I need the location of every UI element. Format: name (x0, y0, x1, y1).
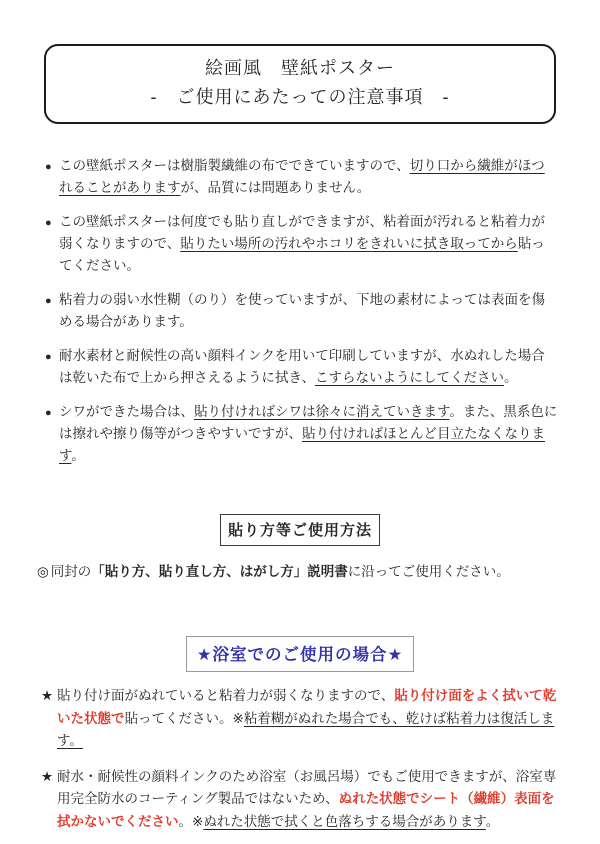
bullet-icon: ● (45, 295, 52, 307)
bullet-icon: ● (45, 351, 52, 363)
star-icon: ★ (41, 688, 54, 703)
bullet-icon: ● (45, 161, 52, 173)
note-text (59, 289, 558, 333)
note-text (59, 401, 558, 467)
star-icon: ★ (41, 768, 54, 784)
text-segment: 耐水・耐候性の顔料インクのため浴室（お風呂場）でもご使用できますが、浴室専用完全防水のコーティング製品ではないため、 (57, 768, 557, 806)
page-title: 絵画風 壁紙ポスター (205, 58, 395, 78)
title-box (44, 44, 556, 124)
note-text (59, 155, 558, 199)
text-segment: 貼り付け面がぬれていると粘着力が弱くなりますので、 (57, 688, 395, 703)
text-segment: ぬれた状態でシート（繊維）表面を拭かないでください (57, 791, 555, 829)
bathroom-notes-list (41, 685, 560, 833)
bullet-icon: ● (45, 217, 52, 229)
double-circle-icon: ◎ (37, 564, 49, 579)
notes-list (45, 155, 558, 467)
text-segment: シワができた場合は、 (59, 404, 194, 419)
text-segment: 貼ってください。 (59, 236, 545, 273)
text-segment: この壁紙ポスターは樹脂製繊維の布でできていますので、 (59, 158, 410, 173)
text-segment: この壁紙ポスターは何度でも貼り直しができますが、粘着面が汚れると粘着力が弱くなりますので、 (59, 214, 545, 251)
text-segment: こすらないようにしてください (314, 370, 504, 385)
text-segment: 。また、黒系色には擦れや擦り傷等がつきやすいですが、 (59, 404, 558, 441)
text-segment: ぬれた状態で拭くと色落ちする場合があります (203, 813, 486, 829)
instruction-sheet (0, 44, 600, 844)
text-segment: 。※ (178, 813, 204, 829)
bathroom-section-heading: ★浴室でのご使用の場合★ (186, 636, 415, 672)
text-segment: 貼り付ければほとんど目立たなくなります (59, 426, 545, 463)
note-text (59, 345, 558, 389)
note-item (45, 345, 558, 389)
bathroom-note-text (57, 685, 560, 753)
text-segment: 粘着力の弱い水性糊（のり）を使っていますが、下地の素材によっては表面を傷める場合があります。 (59, 292, 545, 329)
note-text (59, 211, 558, 277)
text-segment: 耐水素材と耐候性の高い顔料インクを用いて印刷していますが、水ぬれした場合は乾いた布で上から押さえるように拭き、 (59, 348, 545, 385)
bathroom-note-text (57, 766, 560, 834)
text-segment: 粘着糊がぬれた場合でも、乾けば粘着力は復活します。 (57, 710, 555, 748)
text-segment: 切り口から繊維がほつれることがあります (59, 158, 545, 195)
text-segment: が、品質には問題ありません。 (180, 180, 371, 195)
text-segment: 貼ってください。※ (124, 710, 244, 726)
note-item (45, 155, 558, 199)
text-segment: 。 (485, 813, 500, 829)
bullet-icon: ● (45, 407, 52, 419)
text-segment: 「貼り方、貼り直し方、はがし方」説明書 (91, 564, 348, 579)
text-segment: 同封の (50, 564, 92, 579)
text-segment: 貼り付け面をよく拭いて乾いた状態で (57, 688, 557, 726)
note-item (45, 401, 558, 467)
text-segment: 貼り付ければシワは徐々に消えていきます (194, 404, 450, 419)
text-segment: 。 (71, 448, 85, 463)
bathroom-note-item (41, 685, 560, 753)
bathroom-note-item (41, 766, 560, 834)
note-item (45, 289, 558, 333)
note-item (45, 211, 558, 277)
text-segment: 。 (503, 370, 518, 385)
page-subtitle: - ご使用にあたっての注意事項 - (150, 87, 450, 107)
usage-section-heading: 貼り方等ご使用方法 (220, 514, 380, 546)
text-segment: 貼りたい場所の汚れやホコリをきれいに拭き取ってから (180, 236, 518, 251)
usage-note (37, 561, 572, 582)
text-segment: に沿ってご使用ください。 (347, 564, 510, 579)
usage-note-text (51, 564, 510, 579)
